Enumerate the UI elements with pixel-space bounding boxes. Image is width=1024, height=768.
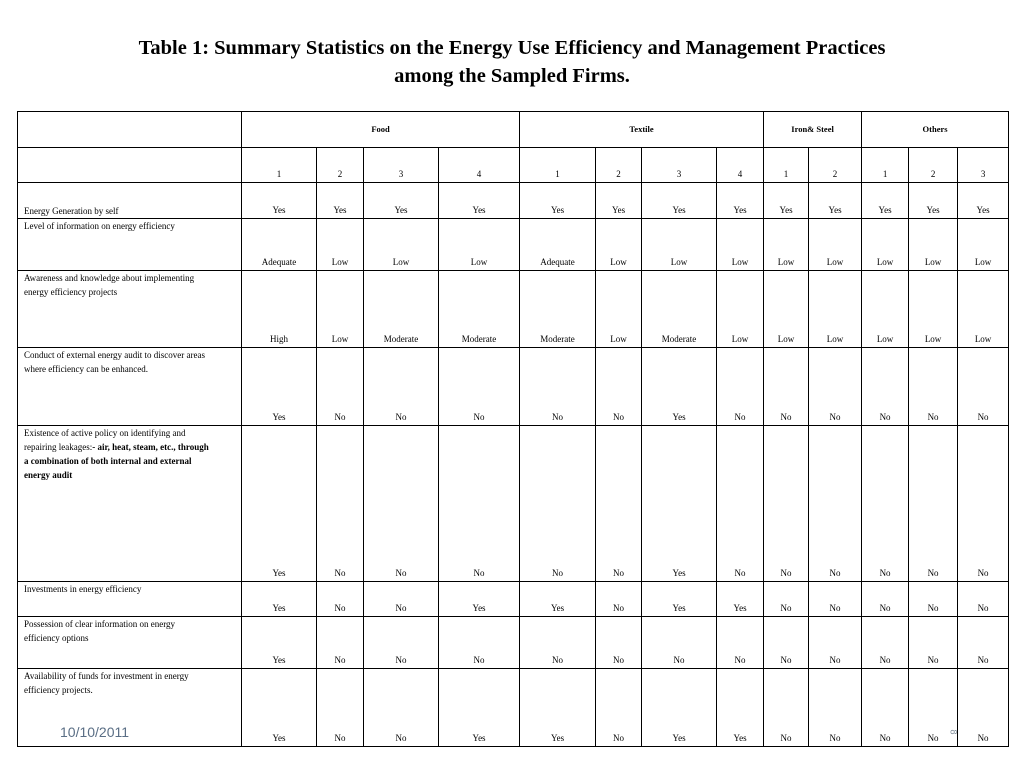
table-cell: No: [809, 582, 862, 617]
row-label-line-bold: energy audit: [24, 470, 73, 480]
table-cell: Yes: [642, 669, 717, 747]
table-cell: No: [439, 426, 520, 582]
firm-number: 4: [439, 148, 520, 183]
footer-date: 10/10/2011: [60, 724, 130, 740]
table-cell: Low: [764, 219, 809, 271]
group-header-iron-steel: Iron& Steel: [764, 112, 862, 148]
row-label-line: Awareness and knowledge about implementing: [24, 273, 195, 283]
table-cell: No: [862, 426, 909, 582]
table-cell: No: [317, 582, 364, 617]
row-label-line: Level of information on energy efficiency: [24, 221, 175, 231]
table-cell: Yes: [642, 426, 717, 582]
table-cell: Low: [596, 271, 642, 348]
table-cell: No: [764, 669, 809, 747]
table-cell: No: [764, 426, 809, 582]
table-cell: Low: [809, 219, 862, 271]
table-cell: Yes: [439, 183, 520, 219]
table-cell: No: [909, 617, 958, 669]
table-cell: Yes: [717, 669, 764, 747]
table-cell: Yes: [596, 183, 642, 219]
table-cell: No: [439, 617, 520, 669]
row-label-line: Investments in energy efficiency: [24, 584, 142, 594]
row-label-line: efficiency projects.: [24, 685, 93, 695]
table-cell: Yes: [242, 669, 317, 747]
table-cell: Yes: [958, 183, 1009, 219]
table-cell: No: [717, 348, 764, 426]
table-cell: No: [317, 348, 364, 426]
table-row-external-audit: [18, 348, 1009, 426]
row-label-line: Energy Generation by self: [24, 206, 119, 216]
row-label: [18, 219, 242, 271]
firm-number-label-cell: [18, 148, 242, 183]
table-cell: No: [364, 669, 439, 747]
group-header-textile: Textile: [520, 112, 764, 148]
table-cell: Yes: [642, 582, 717, 617]
firm-number: 2: [317, 148, 364, 183]
table-cell: No: [809, 669, 862, 747]
table-cell: Yes: [364, 183, 439, 219]
group-header-others: Others: [862, 112, 1009, 148]
row-label: [18, 183, 242, 219]
summary-statistics-table: [17, 111, 1009, 747]
table-cell: No: [317, 669, 364, 747]
table-cell: No: [909, 348, 958, 426]
group-header-food: Food: [242, 112, 520, 148]
table-cell: No: [596, 582, 642, 617]
table-row-information-possession: [18, 617, 1009, 669]
table-cell: Yes: [520, 669, 596, 747]
table-row-leakage-policy: [18, 426, 1009, 582]
table-cell: No: [809, 426, 862, 582]
table-cell: Low: [909, 271, 958, 348]
firm-number: 2: [596, 148, 642, 183]
table-cell: Low: [317, 271, 364, 348]
table-row-information-level: [18, 219, 1009, 271]
table-cell: Yes: [642, 183, 717, 219]
table-cell: Yes: [242, 617, 317, 669]
table-cell: No: [764, 582, 809, 617]
table-cell: Low: [958, 271, 1009, 348]
row-label-line: [24, 440, 238, 454]
firm-number: 2: [809, 148, 862, 183]
table-row-investments: [18, 582, 1009, 617]
table-cell: No: [862, 617, 909, 669]
table-cell: No: [958, 617, 1009, 669]
table-cell: Adequate: [242, 219, 317, 271]
firm-number: 1: [862, 148, 909, 183]
table-cell: Low: [317, 219, 364, 271]
firm-number: 2: [909, 148, 958, 183]
row-label: [18, 348, 242, 426]
table-row-funds-availability: [18, 669, 1009, 747]
table-cell: Low: [439, 219, 520, 271]
table-cell: Yes: [809, 183, 862, 219]
title-line-2: among the Sampled Firms.: [394, 65, 630, 87]
row-label: [18, 582, 242, 617]
table-cell: Yes: [242, 183, 317, 219]
table-cell: Adequate: [520, 219, 596, 271]
table-cell: No: [958, 582, 1009, 617]
table-cell: Low: [809, 271, 862, 348]
table-cell: Low: [862, 271, 909, 348]
table-cell: No: [520, 426, 596, 582]
table-cell: No: [439, 348, 520, 426]
row-label: [18, 271, 242, 348]
table-cell: No: [364, 582, 439, 617]
table-cell: Low: [596, 219, 642, 271]
table-cell: Yes: [862, 183, 909, 219]
table-cell: Low: [642, 219, 717, 271]
table-cell: No: [764, 348, 809, 426]
table-cell: Low: [909, 219, 958, 271]
row-label-line: where efficiency can be enhanced.: [24, 364, 149, 374]
title-line-1: Table 1: Summary Statistics on the Energy Use Efficiency and Management Practices: [138, 37, 886, 59]
table-cell: Low: [958, 219, 1009, 271]
page-title: [0, 34, 1024, 90]
table-cell: Yes: [242, 348, 317, 426]
group-header-row: [18, 112, 1009, 148]
firm-number: 1: [242, 148, 317, 183]
page-number: 8: [948, 729, 959, 735]
table-cell: Low: [862, 219, 909, 271]
table-cell: Yes: [520, 183, 596, 219]
table-cell: Yes: [764, 183, 809, 219]
table-cell: Yes: [520, 582, 596, 617]
firm-number-row: [18, 148, 1009, 183]
table-cell: No: [596, 617, 642, 669]
table-cell: Yes: [717, 582, 764, 617]
table-cell: No: [862, 348, 909, 426]
table-cell: No: [520, 617, 596, 669]
table-cell: No: [862, 582, 909, 617]
table-cell: Low: [764, 271, 809, 348]
table-cell: Yes: [642, 348, 717, 426]
table-cell: Moderate: [520, 271, 596, 348]
table-cell: No: [809, 617, 862, 669]
row-label-line: energy efficiency projects: [24, 287, 118, 297]
table-cell: No: [717, 426, 764, 582]
row-label-line: efficiency options: [24, 633, 89, 643]
firm-number: 3: [364, 148, 439, 183]
row-label: [18, 617, 242, 669]
table-cell: No: [958, 669, 1009, 747]
row-label-line: Possession of clear information on energy: [24, 619, 176, 629]
row-label-line: Conduct of external energy audit to discover areas: [24, 350, 206, 360]
firm-number: 1: [520, 148, 596, 183]
table-cell: No: [364, 617, 439, 669]
firm-number: 4: [717, 148, 764, 183]
table-cell: No: [364, 426, 439, 582]
table-cell: Yes: [439, 582, 520, 617]
table-cell: Low: [717, 219, 764, 271]
table-cell: Yes: [717, 183, 764, 219]
table-cell: Moderate: [642, 271, 717, 348]
table-cell: No: [717, 617, 764, 669]
table-cell: Yes: [317, 183, 364, 219]
table-cell: Moderate: [439, 271, 520, 348]
table-cell: No: [596, 669, 642, 747]
table-cell: Low: [364, 219, 439, 271]
table-row-awareness: [18, 271, 1009, 348]
table-cell: No: [764, 617, 809, 669]
table-cell: No: [596, 348, 642, 426]
table-cell: High: [242, 271, 317, 348]
table-cell: Low: [717, 271, 764, 348]
row-label-fragment: repairing leakages:: [24, 442, 93, 452]
firm-number: 1: [764, 148, 809, 183]
row-label-line: Existence of active policy on identifying and: [24, 428, 186, 438]
table-cell: No: [862, 669, 909, 747]
firm-number: 3: [642, 148, 717, 183]
row-label-line-bold: a combination of both internal and external: [24, 456, 192, 466]
table-cell: Yes: [439, 669, 520, 747]
table-cell: Moderate: [364, 271, 439, 348]
row-label-line: Availability of funds for investment in energy: [24, 671, 189, 681]
table-cell: No: [909, 426, 958, 582]
table-cell: No: [958, 426, 1009, 582]
table-row-energy-generation: [18, 183, 1009, 219]
firm-number: 3: [958, 148, 1009, 183]
table-cell: No: [364, 348, 439, 426]
corner-cell: [18, 112, 242, 148]
table-cell: Yes: [242, 582, 317, 617]
table-cell: No: [317, 426, 364, 582]
table-cell: No: [317, 617, 364, 669]
row-label-fragment-bold: - air, heat, steam, etc., through: [92, 442, 209, 452]
row-label: [18, 426, 242, 582]
table-cell: No: [596, 426, 642, 582]
table-cell: Yes: [909, 183, 958, 219]
table-cell: No: [909, 669, 958, 747]
table-cell: No: [520, 348, 596, 426]
table-cell: No: [809, 348, 862, 426]
table-cell: No: [909, 582, 958, 617]
table-cell: Yes: [242, 426, 317, 582]
row-label: [18, 669, 242, 747]
table-cell: No: [958, 348, 1009, 426]
table-cell: No: [642, 617, 717, 669]
